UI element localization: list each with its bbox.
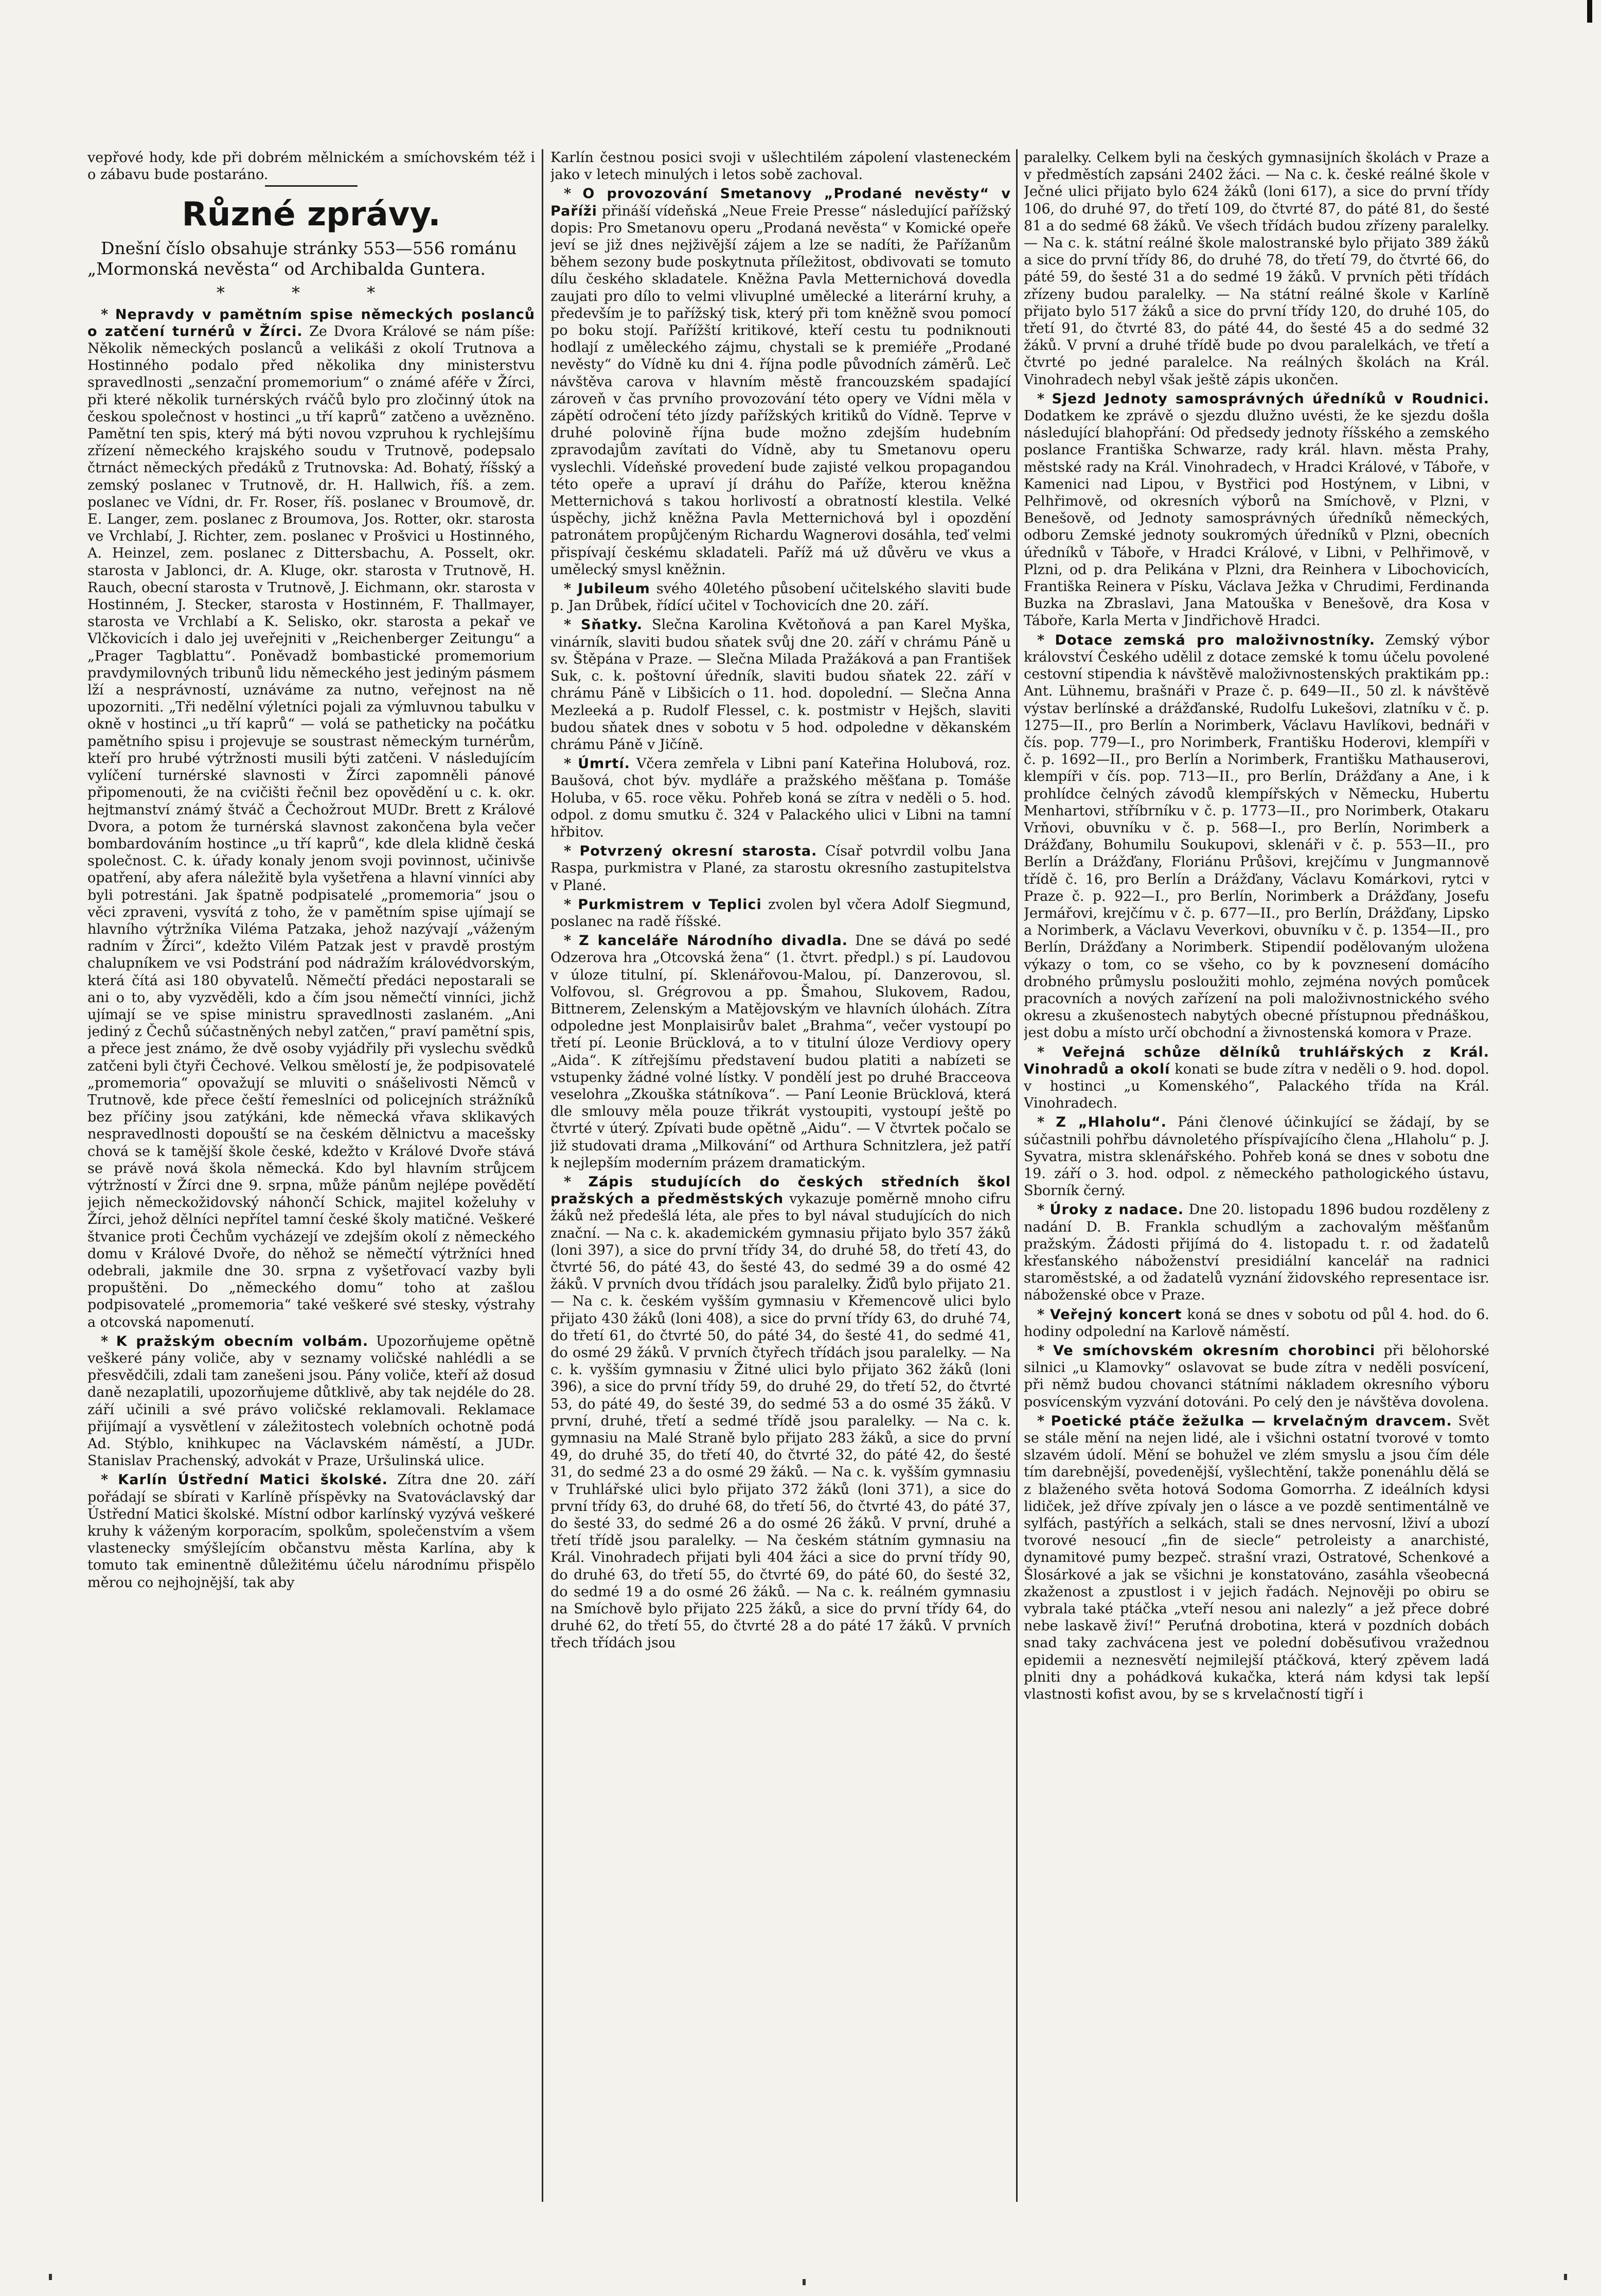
column-3-lead: paralelky. Celkem byli na českých gymnasijních školách v Praze a v předměstích zapsáni 2402 žáci. — Na c. k. české reálné škole v Ječné ulici přijato bylo 624 žáků (loni 617), a sice do první třídy 106, do druhé 97, do třetí 109, do čtvrté 87, do páté 81, do šesté 81 a do sedmé 68 žáků. Ve všech třídách budou zřízeny paralelky. — Na c. k. státní reálné škole malostranské bylo přijato 389 žáků a sice do první třídy 86, do druhé 78, do třetí 79, do čtvrté 66, do páté 59, do šesté 31 a do sedmé 19 žáků. V prvních pěti třídách zřízeny budou paralelky. — Na státní reálné škole v Karlíně přijato bylo 517 žáků a sice do první třídy 120, do druhé 105, do třetí 91, do čtvrté 83, do páté 44, do šesté 45 a do sedmé 32 žáků. V první a druhé třídě bude po dvou paralelkách, ve třetí a čtvrté po jedné paralelce. Na reálných školách na Král. Vinohradech nebyl však ještě zápis ukončen. — [1024, 150, 1489, 388]
article-heading: Zápis studujících do českých středních škol pražských a předměstských — [550, 1173, 1011, 1207]
article-body: svého 40letého působení učitelského slaviti bude p. Jan Drůbek, řídící učitel v Tochovicích dne 20. září. — [550, 581, 1011, 614]
article-body: Ze Dvora Králové se nám píše: Několik německých poslanců a velikáši z okolí Trutnova a Hostinného podalo před několika dny ministerstvu spravedlnosti „senzační promemorium“ o známé aféře v Žírci, při které několik turnérských rváčů bylo pro zločinný útok na českou společnost v hostinci „u tří kaprů“ zatčeno a uvězněno. Pamětní ten spis, který má býti novou vzpruhou k rychlejšímu zřízení německého krajského soudu v Trutnově, podepsalo čtrnáct německých předáků z Trutnovska: Ad. Bohatý, říšský a zemský poslanec v Trutnově, dr. H. Hallwich, říš. a zem. poslanec ve Vídni, dr. Fr. Roser, říš. poslanec v Broumově, dr. E. Langer, zem. poslanec z Broumova, Jos. Rotter, okr. starosta ve Vrchlabí, J. Richter, zem. poslanec v Prošvici u Hostinného, A. Heinzel, zem. poslanec z Dittersbachu, A. Posselt, okr. starosta v Jablonci, dr. A. Kluge, okr. starosta v Trutnově, H. Rauch, obecní starosta v Trutnově, J. Eichmann, okr. starosta v Hostinném, J. Stecker, starosta v Hostinném, F. Thallmayer, starosta ve Vrchlabí a K. Selisko, okr. starosta a pekař ve Vlčkovicích i dalo jej uveřejniti v „Reichenberger Zeitungu“ a „Prager Tagblattu“. Poněvadž bombastické promemorium pravdymilovných tribunů lidu německého jest jediným pásmem lží a nesprávností, uznáváme za nutno, veřejnost na ně upozorniti. „Tři nedělní výletníci pojali za výmluvnou tabulku v okně v hostinci „u tří kaprů“ — volá se patheticky na počátku pamětního spisu i projevuje se soustrast německým turnérům, kteří pro hrubé výtržnosti musili býti zatčeni. V následujícím vylíčení turnérské slavnosti v Žírci zapomněli pánové připomenouti, že na cvičišti řečnil bez opovědění u c. k. okr. hejtmanství známý štváč a Čechožrout MUDr. Brett z Králové Dvora, a potom že turnérská slavnost zakončena byla večer bombardováním hostince „u tří kaprů“, kde dlela klidně česká společnost. C. k. úřady konaly jenom svoji povinnost, učinivše opatření, aby afera náležitě byla vyšetřena a hlavní vinníci aby byli potrestáni. Jak špatně podpisatelé „promemoria“ jsou o věci zpraveni, vysvítá z toho, že v pamětním spise ujímají se hlavního výtržníka Viléma Patzaka, jehož nazývají „váženým radním v Žírci“, kdežto Vilém Patzak jest v pravdě prostým chalupníkem ve vsi Podstrání pod nádražím královédvorským, která čítá asi 180 obyvatelů. Němečtí předáci nepostarali se ani o to, aby vyzvěděli, kdo a čím jsou němečtí vinníci, jichž ujímají se ve spise ministru spravedlnosti zaslaném. „Ani jediný z Čechů súčastněných nebyl zatčen,“ praví pamětní spis, a přece jest známo, že dvě osoby vyjádřily při vyslechu svědků zatčeni byli čtyři Čechové. Velkou smělostí je, že podpisovatelé „promemoria“ opovažují se mluviti o snášelivosti Němců v Trutnově, kde přece čeští řemeslníci od policejních strážníků bez příčiny jsou zatýkáni, kde německá vřava sklikavých nespravedlnosti dopouští se na českém dělnictvu a macešsky chová se k tamější škole české, kdežto v Králové Dvoře stává se právě nová škola německá. Kdo byl hlavním strůjcem výtržností v Žírci dne 9. srpna, může pánům nejlépe povědětí jejich německožidovský náhončí Schick, majitel koželuhy v Žírci, jehož dělníci nepřítel tamní české školy matičné. Veškeré štvanice proti Čechům vycházejí ve zdejším okolí z německého domu v Králové Dvoře, do něhož se němečtí výtržníci hned odebrali, jakmile dne 30. srpna z vyšetřovací vazby byli propuštěni. Do „německého domu“ toho at zašlou podpisovatelé „promemoria“ také veškeré své stesky, výstrahy a otcovská napomenutí. — [87, 323, 535, 1330]
article-jubileum: * Jubileum svého 40letého působení učitelského slaviti bude p. Jan Drůbek, řídící učitel v Tochovicích dne 20. září. — [550, 581, 1011, 614]
article-body: Dne se dává po sedé Odzerova hra „Otcovská žena“ (1. čtvrt. předpl.) s pí. Laudovou v úloze titulní, pí. Sklenářovou-Malou, pí. Danzerovou, sl. Volfovou, sl. Grégrovou a pp. Šmahou, Slukovem, Radou, Bittnerem, Zelenským a Matějovským ve hlavních úlohách. Zítra odpoledne jest Monplaisirův balet „Brahma“, večer vystoupí po třetí pí. Leonie Brücklová, a to v titulní úloze Verdiovy opery „Aida“. K zítřejšímu představení budou platiti a nabízeti se vstupenky žádné volné lístky. V pondělí jest po druhé Bracceova veselohra „Zkouška státníkova“. — Paní Leonie Brücklová, která dle smlouvy měla pouze třikrát vystoupiti, vystoupí ještě po čtvrté v úterý. Zpívati bude opětně „Aidu“. — V čtvrtek počalo se již studovati drama „Milkování“ od Arthura Schnitzlera, jež patří k nejlepším moderním prázem dramatickým. — [550, 933, 1011, 1171]
separator-stars: * * * — [216, 283, 406, 303]
article-body: při bělohorské silnici „u Klamovky“ oslavovat se bude zítra v neděli posvícení, při němž budou chovanci státními nákladem okresního výboru posvícenským vyzvání dotováni. Po celý den je návštěva dovolena. — [1024, 1343, 1489, 1410]
article-heading: Nepravdy v pamětním spise německých poslanců o zatčení turnérů v Žírci. — [87, 306, 535, 340]
article-dotace: * Dotace zemská pro maloživnostníky. Zemský výbor království Českého udělil z dotace zemské k tomu účelu povolené cestovní stipendia k návštěvě maloživnostenských praktikám pp.: Ant. Lühnemu, brašnáři v Praze č. p. 649—II., 50 zl. k návštěvě výstav berlínské a drážďanské, Rudolfu Lukešovi, zlatníku v č. p. 1275—II., pro Berlín a Norimberk, Václavu Havlíkovi, bednáři v čís. pop. 779—I., pro Norimberk, Františku Hoderovi, klempíři v č. p. 1692—II., pro Berlín a Norimberk, Františku Mathauserovi, klempíři v čís. pop. 713—II., pro Berlín, Drážďany a Ane, i k prohlídce čelných závodů klempířských v Německu, Hubertu Menhartovi, stříbrníku v č. p. 1773—II., pro Norimberk, Otakaru Vrňovi, obuvníku v č. p. 568—I., pro Berlín, Norimberk a Drážďany, Bohumilu Soukupovi, sklenáři v č. p. 553—II., pro Berlín a Drážďany, Floriánu Průšovi, krejčímu v Jungmannově třídě č. 16, pro Berlín a Drážďany, Václavu Komárkovi, rytci v Praze č. p. 922—I., pro Berlín, Norimberk a Drážďany, Josefu Jermářovi, krejčímu v č. p. 677—II., pro Berlín, Drážďany, Lipsko a Norimberk, a Václavu Veverkovi, obuvníku v č. p. 1354—II., pro Berlín, Drážďany a Norimberk. Stipendií podělovaným uložena výkazy o tom, co se všeho, co by k povznesení domácího drobného průmyslu posloužiti mohlo, zejména nových pomůcek pracovních a nových zařízení na poli maloživnostnického svého okresu a zkušenostech nabytých obecné přístupnou přednáškou, jest dobu a místo určí obchodní a živnostenská komora v Praze. — [1024, 632, 1489, 1041]
article-heading: Úroky z nadace. — [1049, 1202, 1184, 1218]
article-body: Slečna Karolina Květoňová a pan Karel Myška, vinárník, slaviti budou sňatek svůj dne 20. září v chrámu Páně u sv. Štěpána v Praze. — Slečna Milada Pražáková a pan František Suk, c. k. poštovní úředník, slaviti budou sňatek 22. září v chrámu Páně v Libšicích o 11. hod. dopolední. — Slečna Anna Mezleeká a p. Rudolf Flessel, c. k. postmistr v Hejšch, slaviti budou sňatek dnes v sobotu v 5 hod. odpoledne v děkanském chrámu Páně v Jičíně. — [550, 617, 1011, 753]
article-body: přináší vídeňská „Neue Freie Presse“ následující pařížský dopis: Pro Smetanovu operu „Prodaná nevěsta“ v Komické opeře jeví se již dnes nejživější zájem a lze se nadíti, že Pařížanům během sezony bude poskytnuta příležitost, obdivovati se tomuto dílu českého skladatele. Kněžna Pavla Metternichová dovedla zaujati pro dílo to velmi vlivuplné umělecké a literární kruhy, a především je to pařížský tisk, který při tom kněžně svou pomocí po boku stojí. Pařížští kritikové, kteří cestu tu podniknouti hodlají z uměleckého zájmu, chystali se k premiéře „Prodané nevěsty“ do Vídně ku dni 4. října podle původních záměrů. Leč návštěva carova v hlavním městě francouzském spadající zároveň v čas prvního provozování této opery ve Vídni měla v zápětí odročení této jízdy pařížských kritiků do Vídně. Teprve v druhé polovině října bude možno zdejším hudebním zpravodajům zavítati do Vídně, aby tu Smetanovu operu vyslechli. Vídeňské provedení bude zajisté velkou propagandou této opeře a upraví jí dráhu do Paříže, kterou kněžna Metternichová s takou horlivostí a obratností klestila. Velké úspěchy, jichž kněžna Pavla Metternichová byl i opozdění patronátem propůjčeným Richardu Wagnerovi dosáhla, teď velmi přispívají českému skladateli. Paříž má už důvěru ve vkus a umělecký smysl kněžnin. — [550, 203, 1011, 578]
article-body: Svět se stále mění na nejen lidé, ale i všichni ostatní tvorové v tomto slzavém údolí. Mění se bohužel ve zlém smyslu a jsou čím déle tím darebnější, povedenější, vyšlechtění, takže ponenáhlu dělá se z blaženého světa hotová Sodoma Gomorrha. Z ideálních kdysi lidiček, jež dříve zpívaly jen o lásce a ve pozdě sentimentálně ve sylfách, pastýřích a selkách, stali se dnes nervosní, lživí a ubozí tvorové nesoucí „fin de siecle“ petroleisty a anarchisté, dynamitové pumy bezpeč. strašní vrazi, Ostratové, Schenkové a Šlosárkové a jak se všichni je konstatováno, zasáhla všeobecná zkaženost a zpustlost i v jejich řadách. Nejnověji po obiru se vybrala také ptáčka „vteří nesou ani nalezly“ a jež přece dobré nebe laskavě živí!“ Peruťná drobotina, která v pozdních dobách snad taky zachvácena jest ve polední doběsuťivou vražednou epidemii a neznesvětí nejmilejší ptáčková, který zpěvem ladá plniti dny a pohádková kukačka, která nám kdysi tak lepší vlastnosti kofist avou, by se s krvelačností tigří i — [1024, 1413, 1489, 1703]
article-body: konati se bude zítra v neděli o 9. hod. dopol. v hostinci „u Komenského“, Palackého třída na Král. Vinohradech. — [1024, 1061, 1489, 1112]
article-starosta: * Potvrzený okresní starosta. Císař potvrdil volbu Jana Raspa, purkmistra v Plané, za starostu okresního zastupitelstva v Plané. — [550, 843, 1011, 894]
article-karlin: * Karlín Ústřední Matici školské. Zítra dne 20. září pořádají se sbírati v Karlíně příspěvky na Svatováclavský dar Ústřední Matici školské. Místní odbor karlínský vyzývá veškeré kruhy k váženým korporacím, spolkům, společenstvím a všem vlastenecky smýšlejícím občanstvu města Karlína, aby k tomuto tak eminentně důležitému účelu národnímu přispělo měrou co nejhojnější, tak aby — [87, 1472, 535, 1591]
article-heading: Ve smíchovském okresním chorobinci — [1053, 1343, 1376, 1359]
article-heading: Úmrtí. — [578, 756, 630, 772]
article-smetana: * O provozování Smetanovy „Prodané nevěsty“ v Paříži přináší vídeňská „Neue Freie Presse“ následující pařížský dopis: Pro Smetanovu operu „Prodaná nevěsta“ v Komické opeře jeví se již dnes nejživější zájem a lze se nadíti, že Pařížanům během sezony bude poskytnuta příležitost, obdivovati se tomuto dílu českého skladatele. Kněžna Pavla Metternichová dovedla zaujati pro dílo to velmi vlivuplné umělecké a literární kruhy, a především je to pařížský tisk, který při tom kněžně svou pomocí po boku stojí. Pařížští kritikové, kteří cestu tu podniknouti hodlají z uměleckého zájmu, chystali se k premiéře „Prodané nevěsty“ do Vídně ku dni 4. října podle původních záměrů. Leč návštěva carova v hlavním městě francouzském spadající zároveň v čas prvního provozování této opery ve Vídni měla v zápětí odročení této jízdy pařížských kritiků do Vídně. Teprve v druhé polovině října bude možno zdejším hudebním zpravodajům zavítati do Vídně, aby tu Smetanovu operu vyslechli. Vídeňské provedení bude zajisté velkou propagandou této opeře a upraví jí dráhu do Paříže, kterou kněžna Metternichová s takou horlivostí a obratností klestila. Velké úspěchy, jichž kněžna Pavla Metternichová byl i opozdění patronátem propůjčeným Richardu Wagnerovi dosáhla, teď velmi přispívají českému skladateli. Paříž má už důvěru ve vkus a umělecký smysl kněžnin. — [550, 186, 1011, 578]
column-rule-2 — [1016, 149, 1018, 2202]
article-body: Páni členové účinkující se žádají, by se súčastnili pohřbu dávnoletého příspívajícího člena „Hlaholu“ p. J. Syvatra, mistra sklenářského. Pohřeb koná se dnes v sobotu dne 19. září o 3. hod. odpol. z německého pathologického ústavu, Sborník černý. — [1024, 1114, 1489, 1199]
section-rule — [265, 185, 358, 187]
article-hlahol: * Z „Hlaholu“. Páni členové účinkující se žádají, by se súčastnili pohřbu dávnoletého příspívajícího člena „Hlaholu“ p. J. Syvatra, mistra sklenářského. Pohřeb koná se dnes v sobotu dne 19. září o 3. hod. odpol. z německého pathologického ústavu, Sborník černý. — [1024, 1114, 1489, 1199]
article-heading: Potvrzený okresní starosta. — [579, 843, 817, 860]
article-snatky: * Sňatky. Slečna Karolina Květoňová a pan Karel Myška, vinárník, slaviti budou sňatek svůj dne 20. září v chrámu Páně u sv. Štěpána v Praze. — Slečna Milada Pražáková a pan František Suk, c. k. poštovní úředník, slaviti budou sňatek 22. září v chrámu Páně v Libšicích o 11. hod. dopolední. — Slečna Anna Mezleeká a p. Rudolf Flessel, c. k. postmistr v Hejšch, slaviti budou sňatek dnes v sobotu v 5 hod. odpoledne v děkanském chrámu Páně v Jičíně. — [550, 617, 1011, 753]
article-heading: Jubileum — [578, 581, 650, 597]
column-rule-1 — [542, 149, 543, 2202]
article-heading: Dotace zemská pro maloživnostníky. — [1055, 632, 1376, 648]
article-heading: Veřejná schůze dělníků truhlářských z Král. Vinohradů a okolí — [1024, 1044, 1489, 1077]
article-umrti: * Úmrtí. Včera zemřela v Libni paní Kateřina Holubová, roz. Baušová, chot býv. mydláře a pražského měšťana p. Tomáše Holuba, v 65. roce věku. Pohřeb koná se zítra v neděli o 5. hod. odpol. z domu smutku č. 324 v Palackého ulici v Libni na tamní hřbitov. — [550, 756, 1011, 840]
article-teplice: * Purkmistrem v Teplici zvolen byl včera Adolf Siegmund, poslanec na radě říšské. — [550, 896, 1011, 930]
article-heading: Sjezd Jednoty samosprávných úředníků v Roudnici. — [1052, 390, 1489, 407]
article-body: Dodatkem ke zprávě o sjezdu dlužno uvésti, že ke sjezdu došla následující blahopřání: Od předsedy jednoty říšského a zemského poslance Františka Schwarze, rady král. hlavn. města Prahy, městské rady na Král. Vinohradech, v Hradci Králové, v Táboře, v Kamenici nad Lipou, v Bystřici pod Hostýnem, v Libni, v Pelhřimově, od okresních výborů na Smíchově, v Plzni, v Benešově, od Jednoty samosprávných úředníků německých, odboru Zemské jednoty soukromých úředníků v Plzni, obecních úředníků v Táboře, v Hradci Králové, v Libni, v Pelhřimově, v Plzni, od p. dra Pelikána v Plzni, dra Reinhera v Libochovicích, Františka Reinera v Písku, Václava Ježka v Chrudimi, Ferdinanda Buzka na Zbraslavi, Jana Matouška v Benešově, dra Kosa v Táboře, Karla Merta v Jindřichově Hradci. — [1024, 408, 1489, 629]
article-heading: Z kanceláře Národního divadla. — [579, 933, 848, 949]
article-volby: * K pražským obecním volbám. Upozorňujeme opětně veškeré pány voliče, aby v seznamy voličské nahlédli a se přesvědčili, zdali tam zanešeni jsou. Pány voliče, kteří až dosud daně nezaplatili, upozorňujeme důtklivě, aby tak nejdéle do 28. září učinili a své právo voličské reklamovali. Reklamace přijímají a vysvětlení v záležitostech volebních ochotně podá Ad. Stýblo, knihkupec na Václavském náměstí, a JUDr. Stanislav Prachenský, advokát v Praze, Uršulinská ulice. — [87, 1333, 535, 1469]
column-1 — [87, 149, 535, 2207]
issue-note: Dnešní číslo obsahuje stránky 553—556 románu „Mormonská nevěsta“ od Archibalda Guntera. — [87, 238, 517, 279]
article-heading: Sňatky. — [580, 617, 643, 633]
column-2-lead: Karlín čestnou posici svoji v ušlechtilém zápolení vlasteneckém jako v letech minulých i letos sobě zachoval. — [550, 150, 1011, 183]
article-body: Dne 20. listopadu 1896 budou rozděleny z nadání D. B. Frankla schudlým a zachovalým měšťanům pražským. Žádosti přijímá do 4. listopadu t. r. od žadatelů křesťanského náboženství presidiální kancelář na radnici staroměstské, a od žadatelů vyznání židovského representace isr. náboženské obce v Praze. — [1024, 1202, 1489, 1304]
edge-mark — [1564, 2274, 1567, 2280]
article-uroky: * Úroky z nadace. Dne 20. listopadu 1896 budou rozděleny z nadání D. B. Frankla schudlým a zachovalým měšťanům pražským. Žádosti přijímá do 4. listopadu t. r. od žadatelů křesťanského náboženství presidiální kancelář na radnici staroměstské, a od žadatelů vyznání židovského representace isr. náboženské obce v Praze. — [1024, 1202, 1489, 1304]
section-title: Různé zprávy. — [182, 195, 441, 234]
edge-mark — [803, 2279, 806, 2285]
article-heading: Poetické ptáče žežulka — krvelačným dravcem. — [1051, 1413, 1452, 1429]
article-chorobinec: * Ve smíchovském okresním chorobinci při bělohorské silnici „u Klamovky“ oslavovat se bude zítra v neděli posvícení, při němž budou chovanci státními nákladem okresního výboru posvícenským vyzvání dotováni. Po celý den je návštěva dovolena. — [1024, 1343, 1489, 1410]
edge-mark — [49, 2274, 52, 2280]
article-body: Zítra dne 20. září pořádají se sbírati v Karlíně příspěvky na Svatováclavský dar Ústřední Matici školské. Místní odbor karlínský vyzývá veškeré kruhy k váženým korporacím, spolkům, společenstvím a všem vlastenecky smýšlejícím občanstvu města Karlína, aby k tomuto tak eminentně důležitému účelu národnímu přispělo měrou co nejhojnější, tak aby — [87, 1472, 535, 1591]
article-heading: Karlín Ústřední Matici školské. — [118, 1472, 388, 1488]
edge-smudge — [1587, 0, 1592, 23]
article-body: vykazuje poměrně mnoho cifru žáků než předešlá léta, ale přes to byl nával studujících do nich znační. — Na c. k. akademickém gymnasiu přijato bylo 357 žáků (loni 397), a sice do první třídy 34, do druhé 58, do třetí 43, do čtvrté 56, do páté 43, do šesté 43, do sedmé 39 a do osmé 42 žáků. V prvních dvou třídách jsou paralelky. Žiďů bylo přijato 21. — Na c. k. českém vyšším gymnasiu v Křemencově ulici bylo přijato 430 žáků (loni 408), a sice do první třídy 63, do druhé 74, do třetí 61, do čtvrté 50, do páté 34, do šesté 41, do sedmé 41, do osmé 29 žáků. V prvních čtyřech třídách jsou paralelky. — Na c. k. vyšším gymnasiu v Žitné ulici bylo přijato 362 žáků (loni 396), a sice do první třídy 59, do druhé 29, do třetí 52, do čtvrté 53, do páté 49, do šesté 39, do sedmé 53 a do osmé 35 žáků. V první, druhé, třetí a sedmé třídě jsou paralelky. — Na c. k. gymnasiu na Malé Straně bylo přijato 283 žáků, a sice do první 49, do druhé 35, do třetí 40, do čtvrté 32, do páté 42, do šesté 31, do sedmé 23 a do osmé 29 žáků. — Na c. k. vyšším gymnasiu v Truhlářské ulici bylo přijato 372 žáků (loni 371), a sice do první třídy 63, do druhé 68, do třetí 56, do čtvrté 43, do páté 37, do šesté 33, do sedmé 26 a do osmé 26 žáků. V první, druhé a třetí třídě jsou paralelky. — Na českém státním gymnasiu na Král. Vinohradech přijati byli 404 žáci a sice do první třídy 90, do druhé 63, do třetí 55, do čtvrté 69, do páté 60, do šesté 32, do sedmé 19 a do osmé 26 žáků. — Na c. k. reálném gymnasiu na Smíchově bylo přijato 225 žáků, a sice do první třídy 64, do druhé 62, do třetí 55, do čtvrté 28 a do páté 17 žáků. V prvních třech třídách jsou — [550, 1191, 1011, 1651]
article-body: koná se dnes v sobotu od půl 4. hod. do 6. hodiny odpolední na Karlově náměstí. — [1024, 1306, 1489, 1340]
column-1-lead: vepřové hody, kde při dobrém mělnickém a smíchovském též i o zábavu bude postaráno. — [87, 150, 535, 183]
article-zezulka: * Poetické ptáče žežulka — krvelačným dravcem. Svět se stále mění na nejen lidé, ale i všichni ostatní tvorové v tomto slzavém údolí. Mění se bohužel ve zlém smyslu a jsou čím déle tím darebnější, povedenější, vyšlechtění, takže ponenáhlu dělá se z blaženého světa hotová Sodoma Gomorrha. Z ideálních kdysi lidiček, jež dříve zpívaly jen o lásce a ve pozdě sentimentálně ve sylfách, pastýřích a selkách, stali se dnes nervosní, lživí a ubozí tvorové nesoucí „fin de siecle“ petroleisty a anarchisté, dynamitové pumy bezpeč. strašní vrazi, Ostratové, Schenkové a Šlosárkové a jak se všichni je konstatováno, zasáhla všeobecná zkaženost a zpustlost i v jejich řadách. Nejnověji po obiru se vybrala také ptáčka „vteří nesou ani nalezly“ a jež přece dobré nebe laskavě živí!“ Peruťná drobotina, která v pozdních dobách snad taky zachvácena jest ve polední doběsuťivou vražednou epidemii a neznesvětí nejmilejší ptáčková, který zpěvem ladá plniti dny a pohádková kukačka, která nám kdysi tak lepší vlastnosti kofist avou, by se s krvelačností tigří i — [1024, 1413, 1489, 1703]
article-heading: K pražským obecním volbám. — [116, 1333, 369, 1349]
article-body: Císař potvrdil volbu Jana Raspa, purkmistra v Plané, za starostu okresního zastupitelstva v Plané. — [550, 843, 1011, 894]
article-body: Zemský výbor království Českého udělil z dotace zemské k tomu účelu povolené cestovní stipendia k návštěvě maloživnostenských praktikám pp.: Ant. Lühnemu, brašnáři v Praze č. p. 649—II., 50 zl. k návštěvě výstav berlínské a drážďanské, Rudolfu Lukešovi, zlatníku v č. p. 1275—II., pro Berlín a Norimberk, Václavu Havlíkovi, bednáři v čís. pop. 779—I., pro Norimberk, Františku Hoderovi, klempíři v č. p. 1692—II., pro Berlín a Norimberk, Františku Mathauserovi, klempíři v čís. pop. 713—II., pro Berlín, Drážďany a Ane, i k prohlídce čelných závodů klempířských v Německu, Hubertu Menhartovi, stříbrníku v č. p. 1773—II., pro Norimberk, Otakaru Vrňovi, obuvníku v č. p. 568—I., pro Berlín, Norimberk a Drážďany, Bohumilu Soukupovi, sklenáři v č. p. 553—II., pro Berlín a Drážďany, Floriánu Průšovi, krejčímu v Jungmannově třídě č. 16, pro Berlín a Drážďany, Václavu Komárkovi, rytci v Praze č. p. 922—I., pro Berlín, Norimberk a Drážďany, Josefu Jermářovi, krejčímu v č. p. 677—II., pro Berlín, Drážďany, Lipsko a Norimberk, a Václavu Veverkovi, obuvníku v č. p. 1354—II., pro Berlín, Drážďany a Norimberk. Stipendií podělovaným uložena výkazy o tom, co se všeho, co by k povznesení domácího drobného průmyslu posloužiti mohlo, zejména nových pomůcek pracovních a nových zařízení na poli maloživnostnického svého okresu a zkušenostech nabytých obecné přístupnou přednáškou, jest dobu a místo určí obchodní a živnostenská komora v Praze. — [1024, 632, 1489, 1041]
article-heading: O provozování Smetanovy „Prodané nevěsty“ v Paříži — [550, 186, 1011, 219]
article-heading: Z „Hlaholu“. — [1056, 1114, 1167, 1131]
article-koncert: * Veřejný koncert koná se dnes v sobotu od půl 4. hod. do 6. hodiny odpolední na Karlově náměstí. — [1024, 1306, 1489, 1340]
article-sjezd: * Sjezd Jednoty samosprávných úředníků v Roudnici. Dodatkem ke zprávě o sjezdu dlužno uvésti, že ke sjezdu došla následující blahopřání: Od předsedy jednoty říšského a zemského poslance Františka Schwarze, rady král. hlavn. města Prahy, městské rady na Král. Vinohradech, v Hradci Králové, v Táboře, v Kamenici nad Lipou, v Bystřici pod Hostýnem, v Libni, v Pelhřimově, od okresních výborů na Smíchově, v Plzni, v Benešově, od Jednoty samosprávných úředníků německých, odboru Zemské jednoty soukromých úředníků v Plzni, obecních úředníků v Táboře, v Hradci Králové, v Libni, v Pelhřimově, v Plzni, od p. dra Pelikána v Plzni, dra Reinhera v Libochovicích, Františka Reinera v Písku, Václava Ježka v Chrudimi, Ferdinanda Buzka na Zbraslavi, Jana Matouška v Benešově, dra Kosa v Táboře, Karla Merta v Jindřichově Hradci. — [1024, 390, 1489, 629]
article-schuze: * Veřejná schůze dělníků truhlářských z Král. Vinohradů a okolí konati se bude zítra v neděli o 9. hod. dopol. v hostinci „u Komenského“, Palackého třída na Král. Vinohradech. — [1024, 1044, 1489, 1112]
column-2 — [550, 149, 1011, 2207]
article-zapis: * Zápis studujících do českých středních škol pražských a předměstských vykazuje poměrně mnoho cifru žáků než předešlá léta, ale přes to byl nával studujících do nich znační. — Na c. k. akademickém gymnasiu přijato bylo 357 žáků (loni 397), a sice do první třídy 34, do druhé 58, do třetí 43, do čtvrté 56, do páté 43, do šesté 43, do sedmé 39 a do osmé 42 žáků. V prvních dvou třídách jsou paralelky. Žiďů bylo přijato 21. — Na c. k. českém vyšším gymnasiu v Křemencově ulici bylo přijato 430 žáků (loni 408), a sice do první třídy 63, do druhé 74, do třetí 61, do čtvrté 50, do páté 34, do šesté 41, do sedmé 41, do osmé 29 žáků. V prvních čtyřech třídách jsou paralelky. — Na c. k. vyšším gymnasiu v Žitné ulici bylo přijato 362 žáků (loni 396), a sice do první třídy 59, do druhé 29, do třetí 52, do čtvrté 53, do páté 49, do šesté 39, do sedmé 53 a do osmé 35 žáků. V první, druhé, třetí a sedmé třídě jsou paralelky. — Na c. k. gymnasiu na Malé Straně bylo přijato 283 žáků, a sice do první 49, do druhé 35, do třetí 40, do čtvrté 32, do páté 42, do šesté 31, do sedmé 23 a do osmé 29 žáků. — Na c. k. vyšším gymnasiu v Truhlářské ulici bylo přijato 372 žáků (loni 371), a sice do první třídy 63, do druhé 68, do třetí 56, do čtvrté 43, do páté 37, do šesté 33, do sedmé 26 a do osmé 26 žáků. V první, druhé a třetí třídě jsou paralelky. — Na českém státním gymnasiu na Král. Vinohradech přijati byli 404 žáci a sice do první třídy 90, do druhé 63, do třetí 55, do čtvrté 69, do páté 60, do šesté 32, do sedmé 19 a do osmé 26 žáků. — Na c. k. reálném gymnasiu na Smíchově bylo přijato 225 žáků, a sice do první třídy 64, do druhé 62, do třetí 55, do čtvrté 28 a do páté 17 žáků. V prvních třech třídách jsou — [550, 1173, 1011, 1651]
article-divadlo: * Z kanceláře Národního divadla. Dne se dává po sedé Odzerova hra „Otcovská žena“ (1. čtvrt. předpl.) s pí. Laudovou v úloze titulní, pí. Sklenářovou-Malou, pí. Danzerovou, sl. Volfovou, sl. Grégrovou a pp. Šmahou, Slukovem, Radou, Bittnerem, Zelenským a Matějovským ve hlavních úlohách. Zítra odpoledne jest Monplaisirův balet „Brahma“, večer vystoupí po třetí pí. Leonie Brücklová, a to v titulní úloze Verdiovy opery „Aida“. K zítřejšímu představení budou platiti a nabízeti se vstupenky žádné volné lístky. V pondělí jest po druhé Bracceova veselohra „Zkouška státníkova“. — Paní Leonie Brücklová, která dle smlouvy měla pouze třikrát vystoupiti, vystoupí ještě po čtvrté v úterý. Zpívati bude opětně „Aidu“. — V čtvrtek počalo se již studovati drama „Milkování“ od Arthura Schnitzlera, jež patří k nejlepším moderním prázem dramatickým. — [550, 933, 1011, 1171]
article-heading: Purkmistrem v Teplici — [578, 896, 762, 913]
article-body: Upozorňujeme opětně veškeré pány voliče, aby v seznamy voličské nahlédli a se přesvědčili, zdali tam zanešeni jsou. Pány voliče, kteří až dosud daně nezaplatili, upozorňujeme důtklivě, aby tak nejdéle do 28. září učinili a své právo voličské reklamovali. Reklamace přijímají a vysvětlení v záležitostech volebních ochotně podá Ad. Stýblo, knihkupec na Václavském náměstí, a JUDr. Stanislav Prachenský, advokát v Praze, Uršulinská ulice. — [87, 1333, 535, 1469]
article-zirec: * Nepravdy v pamětním spise německých poslanců o zatčení turnérů v Žírci. Ze Dvora Králové se nám píše: Několik německých poslanců a velikáši z okolí Trutnova a Hostinného podalo před několika dny ministerstvu spravedlnosti „senzační promemorium“ o známé aféře v Žírci, při které několik turnérských rváčů bylo pro zločinný útok na českou společnost v hostinci „u tří kaprů“ zatčeno a uvězněno. Pamětní ten spis, který má býti novou vzpruhou k rychlejšímu zřízení německého krajského soudu v Trutnově, podepsalo čtrnáct německých předáků z Trutnovska: Ad. Bohatý, říšský a zemský poslanec v Trutnově, dr. H. Hallwich, říš. a zem. poslanec ve Vídni, dr. Fr. Roser, říš. poslanec v Broumově, dr. E. Langer, zem. poslanec z Broumova, Jos. Rotter, okr. starosta ve Vrchlabí, J. Richter, zem. poslanec v Prošvici u Hostinného, A. Heinzel, zem. poslanec z Dittersbachu, A. Posselt, okr. starosta v Jablonci, dr. A. Kluge, okr. starosta v Trutnově, H. Rauch, obecní starosta v Trutnově, J. Eichmann, okr. starosta v Hostinném, J. Stecker, starosta v Hostinném, F. Thallmayer, starosta ve Vrchlabí a K. Selisko, okr. starosta a pekař ve Vlčkovicích i dalo jej uveřejniti v „Reichenberger Zeitungu“ a „Prager Tagblattu“. Poněvadž bombastické promemorium pravdymilovných tribunů lidu německého jest jediným pásmem lží a nesprávností, uznáváme za nutno, veřejnost na ně upozorniti. „Tři nedělní výletníci pojali za výmluvnou tabulku v okně v hostinci „u tří kaprů“ — volá se patheticky na počátku pamětního spisu i projevuje se soustrast německým turnérům, kteří pro hrubé výtržnosti musili býti zatčeni. V následujícím vylíčení turnérské slavnosti v Žírci zapomněli pánové připomenouti, že na cvičišti řečnil bez opovědění u c. k. okr. hejtmanství známý štváč a Čechožrout MUDr. Brett z Králové Dvora, a potom že turnérská slavnost zakončena byla večer bombardováním hostince „u tří kaprů“, kde dlela klidně česká společnost. C. k. úřady konaly jenom svoji povinnost, učinivše opatření, aby afera náležitě byla vyšetřena a hlavní vinníci aby byli potrestáni. Jak špatně podpisatelé „promemoria“ jsou o věci zpraveni, vysvítá z toho, že v pamětním spise ujímají se hlavního výtržníka Viléma Patzaka, jehož nazývají „váženým radním v Žírci“, kdežto Vilém Patzak jest v pravdě prostým chalupníkem ve vsi Podstrání pod nádražím královédvorským, která čítá asi 180 obyvatelů. Němečtí předáci nepostarali se ani o to, aby vyzvěděli, kdo a čím jsou němečtí vinníci, jichž ujímají se ve spise ministru spravedlnosti zaslaném. „Ani jediný z Čechů súčastněných nebyl zatčen,“ praví pamětní spis, a přece jest známo, že dvě osoby vyjádřily při vyslechu svědků zatčeni byli čtyři Čechové. Velkou smělostí je, že podpisovatelé „promemoria“ opovažují se mluviti o snášelivosti Němců v Trutnově, kde přece čeští řemeslníci od policejních strážníků bez příčiny jsou zatýkáni, kde německá vřava sklikavých nespravedlnosti dopouští se na českém dělnictvu a macešsky chová se k tamější škole české, kdežto v Králové Dvoře stává se právě nová škola německá. Kdo byl hlavním strůjcem výtržností v Žírci dne 9. srpna, může pánům nejlépe povědětí jejich německožidovský náhončí Schick, majitel koželuhy v Žírci, jehož dělníci nepřítel tamní české školy matičné. Veškeré štvanice proti Čechům vycházejí ve zdejším okolí z německého domu v Králové Dvoře, do něhož se němečtí výtržníci hned odebrali, jakmile dne 30. srpna z vyšetřovací vazby byli propuštěni. Do „německého domu“ toho at zašlou podpisovatelé „promemoria“ také veškeré své stesky, výstrahy a otcovská napomenutí. — [87, 306, 535, 1330]
article-body: Včera zemřela v Libni paní Kateřina Holubová, roz. Baušová, chot býv. mydláře a pražského měšťana p. Tomáše Holuba, v 65. roce věku. Pohřeb koná se zítra v neděli o 5. hod. odpol. z domu smutku č. 324 v Palackého ulici v Libni na tamní hřbitov. — [550, 756, 1011, 840]
article-body: zvolen byl včera Adolf Siegmund, poslanec na radě říšské. — [550, 896, 1011, 930]
article-heading: Veřejný koncert — [1049, 1306, 1182, 1323]
column-3 — [1024, 149, 1489, 2207]
